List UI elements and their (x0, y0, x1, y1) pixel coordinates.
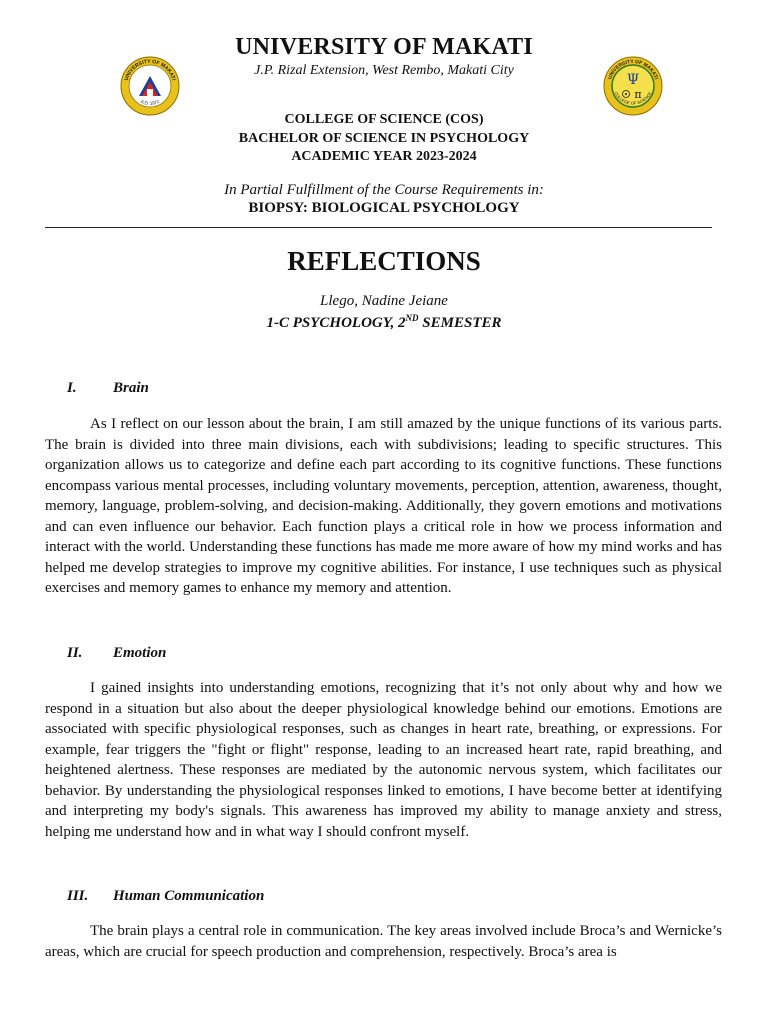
academic-year: ACADEMIC YEAR 2023-2024 (291, 149, 477, 164)
section-number: III. (67, 888, 89, 904)
section-title: Brain (113, 380, 149, 396)
section-suffix: SEMESTER (418, 315, 502, 331)
section-heading-emotion (67, 645, 166, 662)
course-name: BIOPSY: BIOLOGICAL PSYCHOLOGY (248, 200, 520, 216)
header-divider (45, 227, 712, 228)
class-section (0, 313, 768, 332)
document-title: REFLECTIONS (287, 246, 481, 276)
section-title: Human Communication (113, 888, 265, 904)
seal-text: UNIVERSITY OF MAKATI (607, 58, 659, 81)
section-number: II. (67, 645, 83, 661)
section-title: Emotion (113, 645, 167, 661)
section-heading-communication (67, 888, 264, 905)
section-body-emotion: I gained insights into understanding emotions, recognizing that it’s not only about why and how we respond in a situation but also about the deeper physiological knowledge behind our emotions. Emotions are associated with specific physiological responses, such as changes in heart rate, breathing, or expressions. For example, fear triggers the "fight or flight" response, leading to an increased heart rate, rapid breathing, and heightened alertness. These responses are mediated by the autonomic nervous system, which facilitates our behavior. By understanding the physiological responses linked to emotions, I have become better at identifying and interpreting my body's signals. This awareness has improved my ability to manage anxiety and stress, helping me understand how and in what way I should confront myself. (45, 680, 722, 840)
seal-bottom-text: COLLEGE OF SCIENCE (613, 90, 653, 106)
program-name: BACHELOR OF SCIENCE IN PSYCHOLOGY (238, 130, 530, 146)
university-name: UNIVERSITY OF MAKATI (235, 34, 533, 60)
section-heading-brain (67, 380, 149, 397)
section-prefix: 1-C PSYCHOLOGY, 2 (266, 315, 406, 331)
college-name: COLLEGE OF SCIENCE (COS) (284, 112, 484, 127)
author-name: Llego, Nadine Jeiane (320, 293, 448, 309)
seal-year: A.D. 1972 (139, 98, 161, 106)
psi-symbol: Ψ (626, 72, 640, 88)
college-block (0, 111, 768, 167)
seal-text: UNIVERSITY OF MAKATI (123, 58, 177, 82)
section-body-communication: The brain plays a central role in communication. The key areas involved include Broca’s and Wernicke’s areas, which are crucial for speech production and comprehension, respectively. Broca’s area is (45, 923, 722, 960)
university-address: J.P. Rizal Extension, West Rembo, Makati City (254, 63, 514, 78)
section-body-brain: As I reflect on our lesson about the brain, I am still amazed by the unique functions of its various parts. The brain is divided into three main divisions, each with subdivisions; leading to specific structures. This organization allows us to categorize and define each part according to its cognitive functions. These functions encompass various mental processes, including voluntary movements, perception, attention, awareness, thought, memory, language, problem-solving, and decision-making. Additionally, they govern emotions and motivations and can even influence our behavior. Each function plays a critical role in how we process information and interact with the world. Understanding these functions has made me more aware of how my mind works and has helped me develop strategies to improve my cognitive abilities. For instance, I use techniques such as physical exercises and memory games to enhance my memory and attention. (45, 416, 722, 596)
fulfillment-text: In Partial Fulfillment of the Course Requirements in: (224, 182, 544, 198)
section-superscript: ND (405, 313, 419, 323)
section-number: I. (67, 380, 77, 396)
pi-symbol: π (634, 88, 642, 101)
